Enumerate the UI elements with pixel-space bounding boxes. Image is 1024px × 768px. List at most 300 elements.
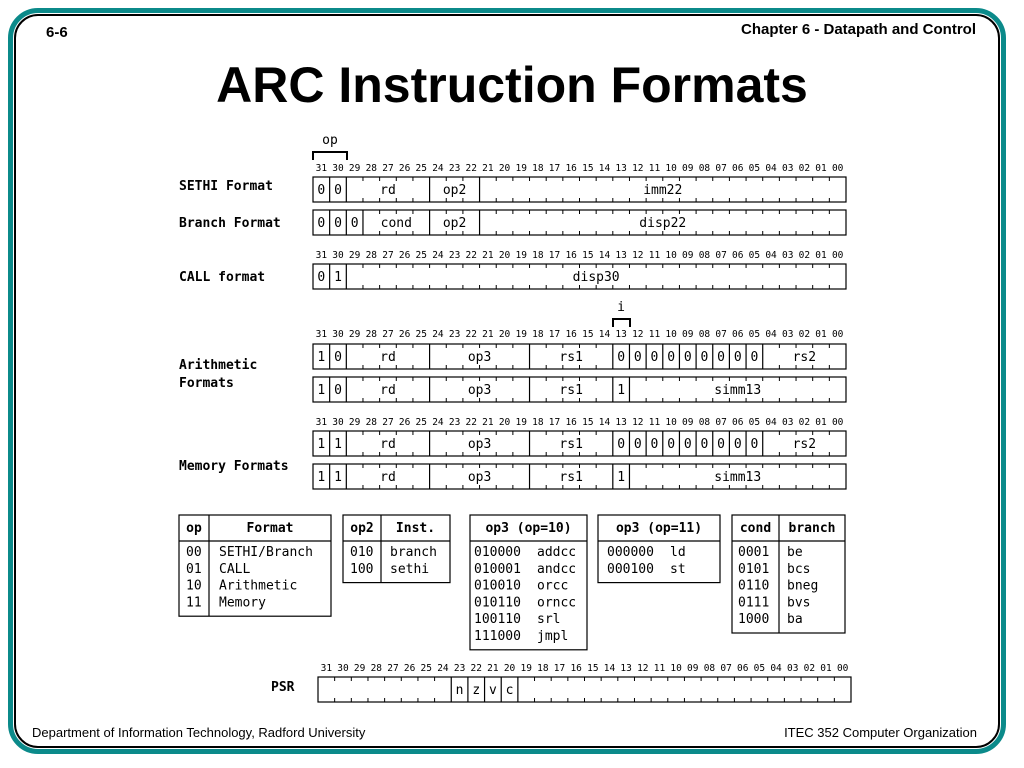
- bit-number: 03: [781, 329, 794, 340]
- table-cell: 000000: [607, 545, 654, 560]
- bit-number: 21: [482, 250, 494, 261]
- field-label: 0: [650, 350, 659, 365]
- bit-number: 31: [315, 329, 328, 340]
- bit-number: 14: [598, 329, 611, 340]
- field-label: simm13: [714, 383, 762, 398]
- bit-number: 04: [765, 163, 777, 174]
- format-row-arith_imm: [313, 377, 846, 402]
- bit-number: 22: [465, 250, 477, 261]
- bit-number: 31: [315, 163, 328, 174]
- bit-number: 01: [815, 417, 827, 428]
- table-cond: [732, 515, 845, 633]
- bit-number: 10: [665, 250, 677, 261]
- field-label: 0: [717, 437, 725, 452]
- bit-number: 01: [815, 163, 827, 174]
- bit-number: 02: [798, 163, 811, 174]
- bit-number: 10: [665, 417, 677, 428]
- bit-number: 29: [348, 417, 361, 428]
- field-label: z: [472, 683, 481, 698]
- field-label: rs1: [559, 383, 583, 398]
- table-header: Format: [246, 521, 294, 536]
- bit-number: 27: [382, 163, 394, 174]
- bit-number: 00: [836, 663, 849, 674]
- table-cell: 010110: [474, 595, 521, 611]
- bit-number: 15: [582, 250, 594, 261]
- bit-number: 04: [765, 250, 777, 261]
- branch-format-label: Branch Format: [179, 216, 281, 231]
- bit-number: 26: [398, 329, 411, 340]
- bit-number: 10: [670, 663, 682, 674]
- field-label: 1: [617, 470, 626, 485]
- format-row-arith_reg: [313, 344, 846, 369]
- op-bracket-label: op: [322, 133, 338, 148]
- bit-number: 23: [448, 250, 461, 261]
- bit-number: 23: [448, 417, 461, 428]
- bit-number: 07: [715, 163, 727, 174]
- field-label: c: [505, 683, 514, 698]
- bit-number: 18: [532, 163, 544, 174]
- bit-number: 10: [665, 329, 677, 340]
- table-cell: 0110: [738, 578, 770, 594]
- field-label: 0: [334, 350, 342, 365]
- field-label: 0: [667, 350, 676, 365]
- field-label: 1: [334, 470, 342, 485]
- bit-number: 27: [387, 663, 399, 674]
- bit-number: 09: [687, 663, 699, 674]
- table-cell: ld: [670, 545, 686, 560]
- bit-number: 16: [565, 417, 577, 428]
- table-cell: Arithmetic: [219, 578, 298, 594]
- field-label: n: [455, 683, 464, 698]
- field-label: rs1: [559, 470, 583, 485]
- bit-number: 02: [803, 663, 816, 674]
- bit-number: 30: [337, 663, 349, 674]
- table-cell: st: [670, 561, 686, 577]
- table-cell: 0001: [738, 545, 770, 560]
- bit-number: 28: [365, 250, 378, 261]
- sethi-format-label: SETHI Format: [179, 179, 273, 194]
- bit-number: 26: [398, 163, 411, 174]
- bit-number: 19: [520, 663, 532, 674]
- table-header: branch: [788, 521, 836, 536]
- bit-number: 17: [548, 163, 561, 174]
- table-cell: 11: [186, 595, 202, 611]
- bit-number: 01: [815, 250, 827, 261]
- bit-number: 23: [448, 329, 461, 340]
- bit-number: 13: [620, 663, 632, 674]
- bit-number: 07: [720, 663, 732, 674]
- bit-number: 22: [470, 663, 482, 674]
- bit-number: 12: [632, 163, 644, 174]
- bit-number: 15: [587, 663, 599, 674]
- field-label: 0: [733, 350, 742, 365]
- field-label: 0: [334, 383, 342, 398]
- bit-number: 13: [615, 250, 627, 261]
- field-label: rs2: [792, 350, 817, 365]
- field-label: rs1: [559, 350, 583, 365]
- bit-number: 12: [632, 417, 644, 428]
- bit-number-row: [316, 163, 844, 174]
- bit-number: 27: [382, 250, 394, 261]
- bit-number: 06: [732, 250, 744, 261]
- bit-number: 02: [798, 417, 811, 428]
- field-label: cond: [380, 216, 412, 231]
- bit-number: 06: [732, 163, 744, 174]
- field-label: rd: [380, 383, 396, 398]
- bit-number: 21: [482, 163, 494, 174]
- table-header: op3 (op=11): [615, 521, 703, 536]
- bit-number: 05: [753, 663, 766, 674]
- slide-number: 6-6: [46, 24, 68, 41]
- bit-number: 21: [482, 329, 494, 340]
- bit-number: 30: [332, 250, 344, 261]
- bit-number: 31: [320, 663, 333, 674]
- field-label: 0: [617, 350, 626, 365]
- table-cell: bneg: [787, 578, 819, 594]
- field-label: rd: [380, 470, 396, 485]
- table-cell: bcs: [787, 561, 811, 577]
- format-row-sethi: [313, 177, 846, 202]
- field-label: rd: [380, 183, 396, 198]
- bit-number: 29: [348, 250, 361, 261]
- bit-number: 24: [432, 250, 444, 261]
- table-cell: 010000: [474, 545, 521, 560]
- bit-number: 01: [815, 329, 827, 340]
- bit-number: 09: [682, 250, 694, 261]
- bit-number: 30: [332, 417, 344, 428]
- bit-number: 11: [648, 329, 661, 340]
- format-row-mem_reg: [313, 431, 846, 456]
- table-cell: andcc: [537, 561, 577, 577]
- table-cell: 111000: [474, 629, 521, 644]
- bit-number: 28: [365, 329, 378, 340]
- bit-number: 04: [765, 329, 777, 340]
- field-label: 0: [717, 350, 725, 365]
- bit-number: 13: [615, 329, 627, 340]
- bit-number: 14: [598, 163, 611, 174]
- field-label: op3: [467, 350, 492, 365]
- bit-number: 25: [415, 250, 427, 261]
- bit-number: 30: [332, 329, 344, 340]
- bit-number: 19: [515, 329, 527, 340]
- bit-number: 10: [665, 163, 677, 174]
- bit-number: 24: [432, 163, 444, 174]
- table-op3_11: [598, 515, 720, 583]
- bit-number: 07: [715, 250, 727, 261]
- bit-number: 05: [748, 329, 761, 340]
- field-label: imm22: [643, 183, 683, 198]
- table-cell: 10: [186, 578, 202, 594]
- bit-number: 22: [465, 417, 477, 428]
- call-format-label: CALL format: [179, 270, 266, 285]
- table-op3_10: [470, 515, 587, 650]
- field-label: 0: [617, 437, 626, 452]
- bit-number: 07: [715, 417, 727, 428]
- bit-number: 14: [598, 417, 611, 428]
- format-row-psr: [318, 677, 851, 702]
- table-cell: branch: [390, 545, 437, 560]
- bit-number: 00: [831, 250, 844, 261]
- field-label: rs1: [559, 437, 583, 452]
- table-cell: ba: [787, 612, 803, 628]
- field-label: disp30: [572, 270, 620, 285]
- bit-number: 19: [515, 163, 527, 174]
- bit-number: 27: [382, 329, 394, 340]
- field-label: 1: [617, 383, 626, 398]
- bit-number-row: [321, 663, 849, 674]
- field-label: op3: [467, 437, 492, 452]
- bit-number: 22: [465, 329, 477, 340]
- bit-number: 00: [831, 417, 844, 428]
- table-cell: Memory: [219, 595, 266, 611]
- table-header: Inst.: [395, 521, 436, 536]
- i-bracket-label: i: [617, 300, 625, 315]
- field-label: 0: [334, 216, 342, 231]
- table-cell: 010: [350, 545, 374, 560]
- field-label: 0: [334, 183, 342, 198]
- field-label: 1: [317, 383, 326, 398]
- field-label: disp22: [639, 216, 687, 231]
- bit-number: 02: [798, 329, 811, 340]
- field-label: 0: [350, 216, 359, 231]
- footer-department: Department of Information Technology, Radford University: [32, 725, 366, 740]
- field-label: 0: [733, 437, 742, 452]
- bit-number: 09: [682, 329, 694, 340]
- bit-number: 03: [781, 163, 794, 174]
- table-cell: 100: [350, 561, 374, 577]
- field-label: v: [488, 683, 497, 698]
- bit-number: 02: [798, 250, 811, 261]
- table-cell: 0101: [738, 561, 770, 577]
- bit-number: 25: [415, 417, 427, 428]
- bit-number: 20: [498, 163, 511, 174]
- bit-number: 29: [348, 163, 361, 174]
- field-label: op2: [442, 183, 467, 198]
- table-header: op2: [350, 521, 374, 536]
- bit-number: 29: [353, 663, 366, 674]
- bit-number: 24: [432, 417, 444, 428]
- format-row-call: [313, 264, 846, 289]
- bit-number: 15: [582, 163, 594, 174]
- table-cell: 000100: [607, 561, 654, 577]
- table-cell: 0111: [738, 595, 770, 611]
- table-cell: 1000: [738, 612, 770, 628]
- bit-number: 03: [786, 663, 799, 674]
- bit-number-row: [316, 417, 844, 428]
- slide-title: ARC Instruction Formats: [216, 57, 808, 113]
- table-cell: 010010: [474, 578, 521, 594]
- field-label: 0: [317, 270, 326, 285]
- bit-number: 15: [582, 329, 594, 340]
- field-label: 0: [667, 437, 676, 452]
- field-label: op2: [442, 216, 467, 231]
- bit-number: 30: [332, 163, 344, 174]
- field-label: 1: [317, 350, 326, 365]
- bit-number: 27: [382, 417, 394, 428]
- bit-number: 16: [570, 663, 582, 674]
- field-label: 0: [700, 437, 709, 452]
- bit-number: 24: [432, 329, 444, 340]
- table-cell: 100110: [474, 612, 521, 628]
- bit-number-row: [316, 250, 844, 261]
- bit-number: 17: [548, 329, 561, 340]
- field-label: 0: [317, 183, 326, 198]
- footer-course: ITEC 352 Computer Organization: [784, 725, 977, 740]
- bit-number: 31: [315, 250, 328, 261]
- bit-number: 04: [765, 417, 777, 428]
- bit-number: 28: [370, 663, 383, 674]
- bit-number: 06: [732, 329, 744, 340]
- bit-number: 12: [632, 329, 644, 340]
- bit-number: 05: [748, 417, 761, 428]
- field-label: 0: [317, 216, 326, 231]
- field-label: 0: [700, 350, 709, 365]
- bit-number: 16: [565, 329, 577, 340]
- bit-number: 26: [403, 663, 416, 674]
- bit-number: 22: [465, 163, 477, 174]
- bit-number: 29: [348, 329, 361, 340]
- bit-number: 05: [748, 250, 761, 261]
- bit-number: 12: [637, 663, 649, 674]
- field-label: op3: [467, 383, 492, 398]
- field-label: rd: [380, 437, 396, 452]
- arithmetic-label-line2: Formats: [179, 376, 234, 391]
- bit-number: 19: [515, 417, 527, 428]
- bit-number: 25: [415, 329, 427, 340]
- field-label: 0: [683, 437, 692, 452]
- bit-number: 08: [703, 663, 716, 674]
- field-label: simm13: [714, 470, 762, 485]
- field-label: op3: [467, 470, 492, 485]
- bit-number: 14: [598, 250, 611, 261]
- bit-number: 26: [398, 250, 411, 261]
- bit-number: 11: [648, 163, 661, 174]
- table-cell: be: [787, 545, 803, 560]
- table-cell: jmpl: [537, 629, 569, 644]
- table-op: [179, 515, 331, 616]
- field-label: 0: [633, 350, 642, 365]
- memory-formats-label: Memory Formats: [179, 459, 289, 474]
- table-cell: addcc: [537, 545, 577, 560]
- bit-number: 18: [532, 250, 544, 261]
- bit-number: 08: [698, 250, 711, 261]
- bit-number: 28: [365, 417, 378, 428]
- bit-number: 20: [498, 250, 511, 261]
- table-cell: CALL: [219, 561, 251, 577]
- format-row-branch: [313, 210, 846, 235]
- chapter-heading: Chapter 6 - Datapath and Control: [740, 21, 976, 38]
- bit-number: 19: [515, 250, 527, 261]
- table-op2: [343, 515, 450, 583]
- table-header: cond: [739, 521, 772, 536]
- bit-number: 11: [648, 417, 661, 428]
- table-cell: bvs: [787, 595, 811, 611]
- bit-number: 16: [565, 163, 577, 174]
- bit-number: 17: [553, 663, 566, 674]
- bit-number: 18: [537, 663, 549, 674]
- bit-number: 13: [615, 163, 627, 174]
- bit-number: 08: [698, 163, 711, 174]
- field-label: rd: [380, 350, 396, 365]
- bit-number: 06: [737, 663, 749, 674]
- bit-number: 23: [448, 163, 461, 174]
- bit-number: 04: [770, 663, 782, 674]
- table-cell: 010001: [474, 561, 521, 577]
- bit-number: 03: [781, 417, 794, 428]
- table-cell: 01: [186, 561, 202, 577]
- bit-number: 00: [831, 329, 844, 340]
- table-header: op3 (op=10): [485, 521, 572, 536]
- field-label: rs2: [792, 437, 817, 452]
- bit-number: 25: [420, 663, 432, 674]
- bit-number: 18: [532, 417, 544, 428]
- bit-number: 05: [748, 163, 761, 174]
- field-label: 0: [683, 350, 692, 365]
- field-label: 1: [334, 270, 342, 285]
- bit-number: 14: [603, 663, 616, 674]
- field-label: 1: [317, 470, 326, 485]
- op-bracket: [313, 133, 347, 160]
- bit-number: 28: [365, 163, 378, 174]
- bit-number: 20: [498, 417, 511, 428]
- bit-number: 07: [715, 329, 727, 340]
- bit-number: 13: [615, 417, 627, 428]
- bit-number: 09: [682, 417, 694, 428]
- bit-number: 18: [532, 329, 544, 340]
- bit-number: 06: [732, 417, 744, 428]
- bit-number: 31: [315, 417, 328, 428]
- bit-number: 11: [653, 663, 666, 674]
- bit-number: 20: [503, 663, 516, 674]
- bit-number: 03: [781, 250, 794, 261]
- table-cell: orcc: [537, 578, 569, 594]
- bit-number: 17: [548, 417, 561, 428]
- bit-number: 23: [453, 663, 466, 674]
- bit-number: 09: [682, 163, 694, 174]
- table-cell: sethi: [390, 561, 430, 577]
- bit-number: 11: [648, 250, 661, 261]
- bit-number: 15: [582, 417, 594, 428]
- bit-number: 12: [632, 250, 644, 261]
- i-bracket: [613, 300, 630, 327]
- bit-number: 17: [548, 250, 561, 261]
- bit-number: 08: [698, 417, 711, 428]
- table-cell: orncc: [537, 595, 577, 611]
- bit-number: 16: [565, 250, 577, 261]
- table-header: op: [186, 521, 202, 536]
- table-cell: srl: [537, 612, 561, 628]
- field-label: 0: [750, 350, 759, 365]
- field-label: 0: [750, 437, 759, 452]
- table-cell: 00: [186, 545, 202, 560]
- bit-number: 01: [820, 663, 832, 674]
- arithmetic-label-line1: Arithmetic: [179, 358, 258, 373]
- field-label: 0: [650, 437, 659, 452]
- bit-number-row: [316, 329, 844, 340]
- bit-number: 21: [487, 663, 499, 674]
- format-row-mem_imm: [313, 464, 846, 489]
- psr-label: PSR: [271, 680, 295, 695]
- bit-number: 21: [482, 417, 494, 428]
- bit-number: 25: [415, 163, 427, 174]
- field-label: 1: [334, 437, 342, 452]
- bit-number: 24: [437, 663, 449, 674]
- field-label: 0: [633, 437, 642, 452]
- table-cell: SETHI/Branch: [219, 545, 313, 560]
- bit-number: 26: [398, 417, 411, 428]
- field-label: 1: [317, 437, 326, 452]
- bit-number: 20: [498, 329, 511, 340]
